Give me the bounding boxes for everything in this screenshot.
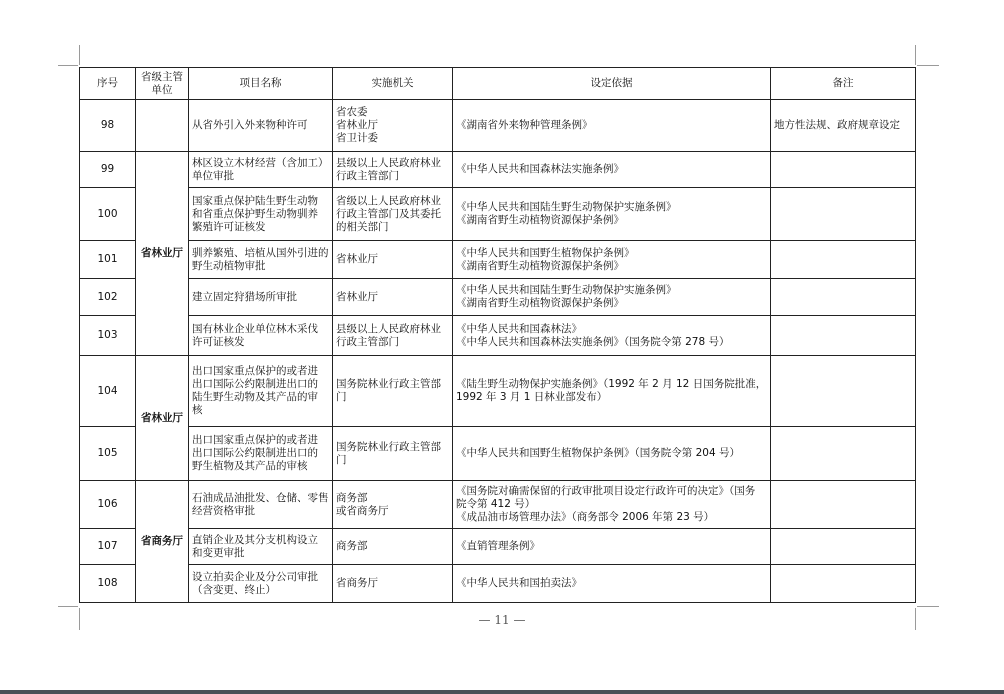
row-name-line: 设立拍卖企业及分公司审批 [192, 570, 318, 583]
row-seq: 101 [80, 241, 136, 279]
table-row [80, 356, 916, 427]
row-agency-line: 县级以上人民政府林业 [336, 322, 441, 335]
row-name-line: 繁殖许可证核发 [192, 220, 266, 233]
row-basis [453, 188, 771, 241]
row-name-line: 核 [192, 404, 203, 416]
row-agency [333, 316, 453, 356]
row-name-line: 出口国际公约限制进出口的 [192, 447, 318, 459]
table-row [80, 279, 916, 316]
row-seq: 105 [80, 427, 136, 481]
header-agency: 实施机关 [333, 68, 453, 100]
row-agency [333, 427, 453, 481]
row-note [771, 241, 916, 279]
row-agency-line: 行政主管部门及其委托 [336, 207, 441, 220]
row-basis-line: 《中华人民共和国野生植物保护条例》（国务院令第 204 号） [456, 447, 740, 459]
row-basis-line: 《中华人民共和国森林法实施条例》（国务院令第 278 号） [456, 335, 730, 348]
crop-mark-icon [917, 65, 939, 66]
row-name [189, 316, 333, 356]
dept-group-forestry-2: 省林业厅 [136, 356, 189, 481]
row-basis-line: 1992 年 3 月 1 日林业部发布） [456, 391, 608, 403]
header-note: 备注 [771, 68, 916, 100]
row-basis-line: 院令第 412 号） [456, 498, 536, 510]
row-basis-line: 《中华人民共和国森林法》 [456, 322, 582, 335]
row-name-line: 陆生野生动物及其产品的审 [192, 391, 318, 403]
row-seq: 100 [80, 188, 136, 241]
row-agency [333, 481, 453, 529]
row-agency-line: 行政主管部门 [336, 169, 399, 182]
crop-mark-icon [917, 606, 939, 607]
approval-items-table [79, 67, 916, 603]
row-name-line: 单位审批 [192, 169, 234, 182]
page-number: — 11 — [478, 613, 526, 627]
row-note [771, 279, 916, 316]
row-agency-line: 国务院林业行政主管部 [336, 378, 441, 390]
row-name-line: 和变更审批 [192, 546, 245, 559]
crop-mark-icon [915, 45, 916, 65]
row-name-line: （含变更、终止） [192, 583, 276, 596]
row-note [771, 356, 916, 427]
row-basis-line: 《中华人民共和国拍卖法》 [456, 577, 582, 589]
row-seq: 98 [80, 100, 136, 152]
header-seq: 序号 [80, 68, 136, 100]
table-row [80, 565, 916, 603]
row-name-line: 出口国际公约限制进出口的 [192, 378, 318, 390]
row-name-line: 许可证核发 [192, 335, 245, 348]
header-dept-line: 单位 [151, 83, 173, 96]
row-agency-line: 省农委 [336, 106, 368, 118]
table-row [80, 241, 916, 279]
row-note [771, 152, 916, 188]
row-name-line: 建立固定狩猎场所审批 [192, 290, 297, 303]
row-agency-line: 省林业厅 [336, 290, 378, 303]
row-note [771, 481, 916, 529]
row-basis-line: 《国务院对确需保留的行政审批项目设定行政许可的决定》（国务 [456, 485, 756, 497]
dept-group-commerce: 省商务厅 [136, 481, 189, 603]
row-note [771, 565, 916, 603]
row-dept [136, 100, 189, 152]
row-agency-line: 商务部 [336, 491, 368, 504]
row-agency [333, 356, 453, 427]
row-name-line: 国家重点保护陆生野生动物 [192, 194, 318, 207]
table-row [80, 152, 916, 188]
row-basis-line: 《湖南省外来物种管理条例》 [456, 119, 593, 131]
row-basis [453, 565, 771, 603]
row-seq: 108 [80, 565, 136, 603]
row-name-line: 野生植物及其产品的审核 [192, 460, 308, 472]
dept-group-forestry: 省林业厅 [136, 152, 189, 356]
row-name [189, 356, 333, 427]
row-note [771, 529, 916, 565]
row-agency-line: 或省商务厅 [336, 504, 389, 517]
row-agency [333, 241, 453, 279]
crop-mark-icon [79, 45, 80, 65]
row-basis-line: 《直销管理条例》 [456, 540, 540, 552]
row-name-line: 出口国家重点保护的或者进 [192, 365, 318, 377]
row-agency [333, 152, 453, 188]
row-basis-line: 《湖南省野生动植物资源保护条例》 [456, 259, 624, 272]
row-note: 地方性法规、政府规章设定 [771, 100, 916, 152]
row-basis-line: 《湖南省野生动植物资源保护条例》 [456, 214, 624, 226]
row-basis [453, 481, 771, 529]
table-row [80, 481, 916, 529]
row-seq: 107 [80, 529, 136, 565]
crop-mark-icon [58, 606, 78, 607]
row-basis [453, 152, 771, 188]
header-dept [136, 68, 189, 100]
row-basis-line: 《中华人民共和国陆生野生动物保护实施条例》 [456, 201, 677, 213]
row-agency [333, 279, 453, 316]
row-note [771, 427, 916, 481]
row-basis-line: 《陆生野生动物保护实施条例》（1992 年 2 月 12 日国务院批准， [456, 378, 767, 390]
row-name-line: 出口国家重点保护的或者进 [192, 434, 318, 446]
row-name-line: 直销企业及其分支机构设立 [192, 533, 318, 546]
row-basis [453, 241, 771, 279]
row-name [189, 241, 333, 279]
row-basis-line: 《湖南省野生动植物资源保护条例》 [456, 297, 624, 309]
row-agency [333, 100, 453, 152]
row-basis [453, 100, 771, 152]
row-agency [333, 565, 453, 603]
row-agency-line: 行政主管部门 [336, 335, 399, 348]
row-agency [333, 529, 453, 565]
row-name [189, 529, 333, 565]
header-name: 项目名称 [189, 68, 333, 100]
row-agency-line: 省林业厅 [336, 119, 378, 131]
row-basis-line: 《中华人民共和国森林法实施条例》 [456, 163, 624, 175]
row-name [189, 188, 333, 241]
row-note [771, 316, 916, 356]
table-header-row [80, 68, 916, 100]
table-row [80, 100, 916, 152]
table-row [80, 316, 916, 356]
row-name-line: 石油成品油批发、仓储、零售 [192, 491, 329, 504]
crop-mark-icon [58, 65, 78, 66]
row-basis-line: 《中华人民共和国野生植物保护条例》 [456, 246, 635, 259]
row-seq: 99 [80, 152, 136, 188]
row-basis-line: 《中华人民共和国陆生野生动物保护实施条例》 [456, 284, 677, 296]
row-name [189, 279, 333, 316]
row-name-line: 经营资格审批 [192, 504, 255, 517]
row-basis [453, 316, 771, 356]
row-agency-line: 省级以上人民政府林业 [336, 194, 441, 207]
row-name [189, 481, 333, 529]
row-basis [453, 427, 771, 481]
row-basis-line: 《成品油市场管理办法》（商务部令 2006 年第 23 号） [456, 511, 715, 523]
row-basis [453, 279, 771, 316]
row-seq: 104 [80, 356, 136, 427]
row-agency-line: 门 [336, 453, 347, 466]
row-name [189, 152, 333, 188]
row-agency-line: 县级以上人民政府林业 [336, 156, 441, 169]
row-seq: 106 [80, 481, 136, 529]
row-agency-line: 国务院林业行政主管部 [336, 440, 441, 453]
row-basis [453, 356, 771, 427]
row-name [189, 427, 333, 481]
row-agency-line: 商务部 [336, 540, 368, 552]
table-row [80, 427, 916, 481]
row-agency-line: 省林业厅 [336, 253, 378, 265]
header-basis: 设定依据 [453, 68, 771, 100]
row-name [189, 100, 333, 152]
row-agency-line: 门 [336, 391, 347, 403]
row-note [771, 188, 916, 241]
row-agency-line: 省卫计委 [336, 132, 378, 144]
row-seq: 102 [80, 279, 136, 316]
table-row [80, 188, 916, 241]
viewer-bottom-bar [0, 690, 1004, 694]
row-name [189, 565, 333, 603]
row-name-line: 和省重点保护野生动物驯养 [192, 207, 318, 220]
row-name-line: 野生动植物审批 [192, 259, 266, 272]
row-agency-line: 省商务厅 [336, 577, 378, 589]
row-name-line: 驯养繁殖、培植从国外引进的 [192, 246, 329, 259]
row-name-line: 从省外引入外来物种许可 [192, 119, 308, 131]
row-seq: 103 [80, 316, 136, 356]
header-dept-line: 省级主管 [141, 70, 183, 83]
row-name-line: 国有林业企业单位林木采伐 [192, 322, 318, 335]
row-basis [453, 529, 771, 565]
table-row [80, 529, 916, 565]
row-agency [333, 188, 453, 241]
row-agency-line: 的相关部门 [336, 220, 389, 233]
row-name-line: 林区设立木材经营（含加工） [192, 156, 329, 169]
